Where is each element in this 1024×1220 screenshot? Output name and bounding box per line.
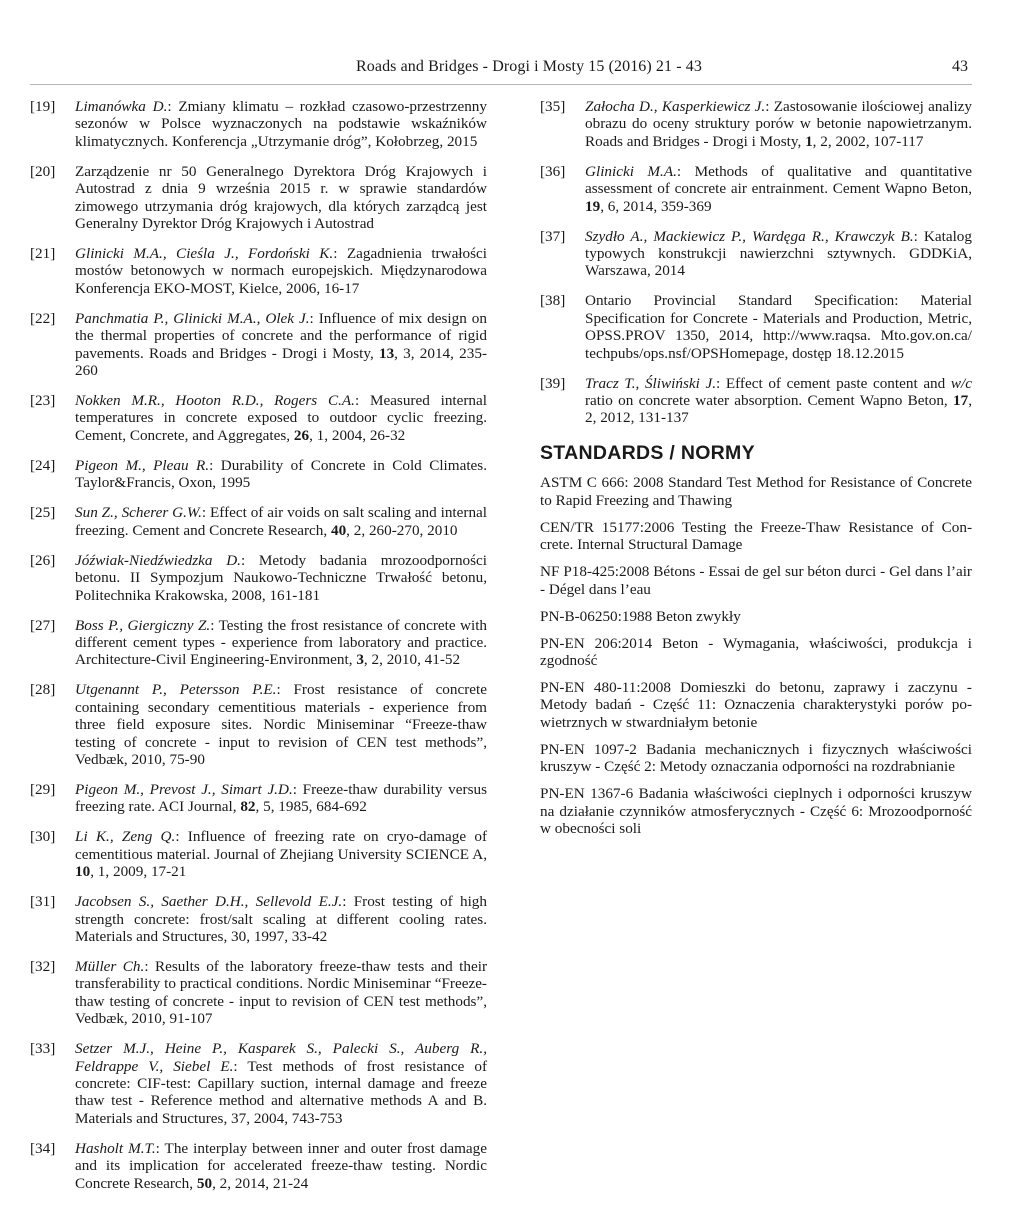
reference-segment: , 1, 2004, 26-32 bbox=[309, 426, 406, 444]
reference-item bbox=[30, 457, 487, 492]
reference-authors: Pigeon M., Pleau R. bbox=[75, 456, 210, 474]
standard-item: PN-EN 480-11:2008 Domieszki do betonu, zaprawy i zaczynu - Metody badań - Część 11: Oznaczenia charakterystyki porów powietrznych w stwardniałym betonie bbox=[540, 678, 972, 731]
reference-authors: w/c bbox=[950, 374, 972, 392]
reference-segment: : The interplay between inner and outer frost damage and its implication for accelerated freeze-thaw testing. Nordic Concrete Research, bbox=[75, 1139, 487, 1192]
reference-number: [38] bbox=[540, 292, 566, 310]
reference-item bbox=[30, 98, 487, 150]
reference-item bbox=[30, 781, 487, 816]
standards-list bbox=[540, 474, 972, 837]
reference-number: [39] bbox=[540, 374, 566, 392]
standard-item: PN-EN 1097-2 Badania mechanicznych i fizycznych właściwości kruszyw - Część 2: Metody oznaczania odporności na rozdrabnianie bbox=[540, 740, 972, 776]
reference-number: [24] bbox=[30, 456, 56, 474]
reference-segment: : Effect of air voids on salt scaling and internal freezing. Cement and Concrete Research, bbox=[75, 504, 487, 539]
standard-item: PN-EN 1367-6 Badania właściwości cieplnych i odporności kruszyw na działanie czynników atmosferycznych - Część 6: Mrozoodporność w obecności soli bbox=[540, 785, 972, 837]
reference-text bbox=[75, 617, 487, 669]
reference-segment: , 2, 2014, 21-24 bbox=[212, 1174, 309, 1192]
journal-citation: Roads and Bridges - Drogi i Mosty 15 (2016) 21 - 43 bbox=[356, 58, 702, 75]
reference-text bbox=[75, 392, 487, 444]
reference-text bbox=[585, 292, 972, 362]
reference-text bbox=[75, 504, 487, 539]
reference-authors: Jóźwiak-Niedźwiedzka D. bbox=[75, 551, 241, 569]
references-column-left bbox=[30, 98, 487, 1205]
reference-authors: Boss P., Giergiczny Z. bbox=[75, 616, 211, 634]
reference-volume: 3 bbox=[356, 651, 364, 669]
reference-segment: : Methods of qualitative and quantitative assessment of concrete air entrainment. Cement Wapno Beton, bbox=[585, 162, 972, 198]
reference-authors: Setzer M.J., Heine P., Kasparek S., Palecki S., Auberg R., Feldrappe V., Siebel E. bbox=[75, 1040, 487, 1075]
reference-segment: , 1, 2009, 17-21 bbox=[90, 863, 187, 881]
reference-number: [34] bbox=[30, 1139, 56, 1157]
reference-authors: Glinicki M.A. bbox=[585, 162, 677, 180]
reference-number: [21] bbox=[30, 245, 56, 263]
reference-segment: : Measured internal temperatures in concrete exposed to outdoor cyclic freezing. Cement, Concrete, and Aggregates, bbox=[75, 392, 487, 444]
reference-volume: 13 bbox=[378, 344, 395, 362]
reference-item bbox=[540, 163, 972, 215]
reference-text bbox=[75, 893, 487, 945]
reference-text bbox=[75, 310, 487, 380]
reference-item bbox=[540, 98, 972, 150]
reference-item bbox=[540, 292, 972, 362]
reference-item bbox=[30, 504, 487, 539]
reference-number: [36] bbox=[540, 162, 566, 180]
reference-item bbox=[30, 1040, 487, 1127]
reference-authors: Jacobsen S., Saether D.H., Sellevold E.J. bbox=[75, 893, 343, 911]
standard-item: CEN/TR 15177:2006 Testing the Freeze-Thaw Resistance of Concrete. Internal Structural Damage bbox=[540, 518, 972, 554]
reference-number: [22] bbox=[30, 309, 56, 327]
reference-authors: Szydło A., Mackiewicz P., Wardęga R., Krawczyk B. bbox=[585, 227, 914, 245]
reference-authors: Pigeon M., Prevost J., Simart J.D. bbox=[75, 780, 293, 798]
reference-authors: Panchmatia P., Glinicki M.A., Olek J. bbox=[75, 309, 310, 327]
reference-item bbox=[30, 1140, 487, 1192]
reference-authors: Załocha D., Kasperkiewicz J. bbox=[585, 98, 766, 115]
reference-volume: 10 bbox=[75, 863, 91, 881]
reference-text bbox=[75, 681, 487, 768]
reference-volume: 1 bbox=[805, 132, 813, 150]
reference-text bbox=[75, 958, 487, 1028]
reference-segment: , 2, 2002, 107-117 bbox=[812, 132, 924, 150]
reference-segment: : Zagadnienia trwałości mostów betonowych w normach europejskich. Międzynarodowa Konferencja EKO-MOST, Kielce, 2006, 16-17 bbox=[75, 245, 487, 297]
reference-segment: , 2, 2012, 131-137 bbox=[585, 392, 972, 427]
reference-item bbox=[30, 958, 487, 1028]
reference-item bbox=[30, 163, 487, 233]
reference-text bbox=[75, 552, 487, 604]
reference-number: [23] bbox=[30, 392, 56, 410]
reference-number: [20] bbox=[30, 162, 56, 180]
reference-segment: Ontario Provincial Standard Specification: Material Specification for Concrete - Materials and Production, Metric, OPSS.PROV 1350, 2014, http://www.raqsa. Mto.gov.on.ca/ techpubs/ops.nsf/OPSHomepage, dostęp 18.12.2015 bbox=[585, 292, 972, 362]
reference-volume: 40 bbox=[330, 521, 347, 539]
reference-number: [19] bbox=[30, 98, 56, 115]
reference-text bbox=[585, 163, 972, 215]
reference-item bbox=[540, 375, 972, 427]
reference-segment: , 6, 2014, 359-369 bbox=[600, 197, 712, 215]
reference-item bbox=[30, 681, 487, 768]
reference-number: [31] bbox=[30, 893, 56, 911]
reference-segment: : Katalog typowych konstrukcji nawierzchni sztywnych. GDDKiA, Warszawa, 2014 bbox=[585, 227, 972, 280]
reference-segment: , 2, 260-270, 2010 bbox=[346, 521, 458, 539]
reference-volume: 26 bbox=[293, 426, 310, 444]
reference-volume: 50 bbox=[196, 1174, 213, 1192]
reference-number: [37] bbox=[540, 227, 566, 245]
standards-heading: STANDARDS / NORMY bbox=[540, 441, 755, 464]
reference-authors: Li K., Zeng Q. bbox=[75, 828, 176, 846]
reference-number: [26] bbox=[30, 551, 56, 569]
running-header bbox=[30, 54, 972, 85]
references-list-continued bbox=[540, 98, 972, 427]
reference-segment: : Influence of mix design on the thermal properties of concrete and the performance of rigid pavements. Roads and Bridges - Drogi i Mosty, bbox=[75, 309, 487, 362]
reference-segment: : Frost resistance of concrete containing secondary cementitious materials - experience from three field exposure sites. Nordic Miniseminar “Freeze-thaw testing of concrete - input to revision of CEN test methods”, Vedbæk, 2010, 75-90 bbox=[75, 681, 487, 768]
reference-item bbox=[30, 310, 487, 380]
reference-volume: 82 bbox=[240, 798, 256, 816]
reference-segment: : Testing the frost resistance of concrete with different cement types - experience from laboratory and practice. Architecture-Civil Engineering-Environment, bbox=[75, 616, 488, 669]
reference-number: [27] bbox=[30, 616, 56, 634]
reference-number: [32] bbox=[30, 957, 56, 975]
standard-item: NF P18-425:2008 Bétons - Essai de gel sur béton durci - Gel dans l’air - Dégel dans l’eau bbox=[540, 563, 972, 598]
reference-authors: Nokken M.R., Hooton R.D., Rogers C.A. bbox=[75, 392, 355, 410]
reference-volume: 19 bbox=[585, 197, 601, 215]
reference-text bbox=[75, 828, 487, 880]
reference-text bbox=[75, 781, 487, 816]
standard-item: ASTM C 666: 2008 Standard Test Method for Resistance of Concrete to Rapid Freezing and Thawing bbox=[540, 474, 972, 509]
reference-text bbox=[75, 245, 487, 297]
reference-segment: : Freeze-thaw durability versus freezing rate. ACI Journal, bbox=[75, 780, 487, 816]
reference-text bbox=[585, 228, 972, 280]
reference-segment: , 5, 1985, 684-692 bbox=[255, 798, 367, 816]
reference-item bbox=[30, 893, 487, 945]
reference-authors: Tracz T., Śliwiński J. bbox=[585, 374, 716, 392]
reference-segment: , 2, 2010, 41-52 bbox=[363, 651, 461, 669]
reference-text bbox=[585, 375, 972, 427]
reference-number: [35] bbox=[540, 98, 566, 115]
reference-number: [29] bbox=[30, 780, 56, 798]
reference-authors: Müller Ch. bbox=[75, 957, 145, 975]
reference-segment: : Metody badania mrozoodporności betonu. II Sympozjum Naukowo-Techniczne Trwałość betonu, Politechnika Krakowska, 2008, 161-181 bbox=[75, 551, 487, 604]
reference-authors: Limanówka D. bbox=[75, 98, 168, 115]
reference-authors: Glinicki M.A., Cieśla J., Fordoński K. bbox=[75, 245, 334, 263]
standard-item: PN-B-06250:1988 Beton zwykły bbox=[540, 607, 741, 625]
reference-segment: : Influence of freezing rate on cryo-damage of cementitious material. Journal of Zhejiang University SCIENCE A, bbox=[75, 828, 487, 863]
reference-authors: Hasholt M.T. bbox=[75, 1139, 156, 1157]
references-column-right bbox=[540, 98, 972, 847]
page-number: 43 bbox=[952, 58, 968, 75]
reference-item bbox=[30, 552, 487, 604]
reference-authors: Sun Z., Scherer G.W. bbox=[75, 504, 202, 522]
reference-segment: : Zmiany klimatu – rozkład czasowo-przestrzenny sezonów w Polsce wyznaczonych na podstawie wskaźników klimatycznych. Konferencja „Utrzymanie dróg”, Kołobrzeg, 2015 bbox=[75, 98, 487, 150]
reference-text bbox=[75, 163, 487, 233]
reference-number: [30] bbox=[30, 828, 56, 846]
reference-text bbox=[75, 98, 487, 150]
reference-number: [25] bbox=[30, 504, 56, 522]
reference-item bbox=[30, 245, 487, 297]
reference-item bbox=[30, 392, 487, 444]
reference-item bbox=[30, 828, 487, 880]
reference-text bbox=[75, 1140, 487, 1192]
reference-text bbox=[75, 457, 487, 492]
reference-segment: : Results of the laboratory freeze-thaw tests and their transferability to practical conditions. Nordic Miniseminar “Freeze-thaw testing of concrete - input to revision of CEN test methods”, Vedbæk, 2010, 91-107 bbox=[75, 957, 488, 1028]
reference-number: [33] bbox=[30, 1040, 56, 1058]
reference-authors: Utgenannt P., Petersson P.E. bbox=[75, 681, 277, 699]
reference-item bbox=[30, 617, 487, 669]
reference-segment: : Test methods of frost resistance of concrete: CIF-test: Capillary suction, internal damage and freeze thaw test - Reference method and alternative methods A and B. Materials and Structures, 37, 2004, 743-753 bbox=[75, 1057, 488, 1127]
reference-text bbox=[75, 1040, 487, 1127]
reference-segment: , 3, 2014, 235-260 bbox=[75, 344, 488, 380]
reference-segment: : Zastosowanie ilościowej analizy obrazu do oceny struktury porów w betonie napowietrzanym. Roads and Bridges - Drogi i Mosty, bbox=[585, 98, 972, 150]
reference-segment: : Effect of cement paste content and bbox=[716, 374, 951, 392]
reference-item bbox=[540, 228, 972, 280]
reference-segment: : Durability of Concrete in Cold Climates. Taylor&Francis, Oxon, 1995 bbox=[75, 456, 487, 492]
reference-volume: 17 bbox=[953, 392, 969, 410]
reference-segment: : Frost testing of high strength concrete: frost/salt scaling at different cooling rates. Materials and Structures, 30, 1997, 33-42 bbox=[75, 893, 487, 945]
reference-number: [28] bbox=[30, 681, 56, 699]
reference-text bbox=[585, 98, 972, 150]
reference-segment: Zarządzenie nr 50 Generalnego Dyrektora Dróg Krajowych i Autostrad z dnia 9 września 2015 r. w sprawie standardów zimowego utrzymania dróg krajowych, dla których zarządcą jest Generalny Dyrektor Dróg Krajowych i Autostrad bbox=[75, 162, 487, 233]
standard-item: PN-EN 206:2014 Beton - Wymagania, właściwości, produkcja i zgodność bbox=[540, 634, 972, 669]
reference-segment: ratio on concrete water absorption. Cement Wapno Beton, bbox=[585, 392, 954, 410]
